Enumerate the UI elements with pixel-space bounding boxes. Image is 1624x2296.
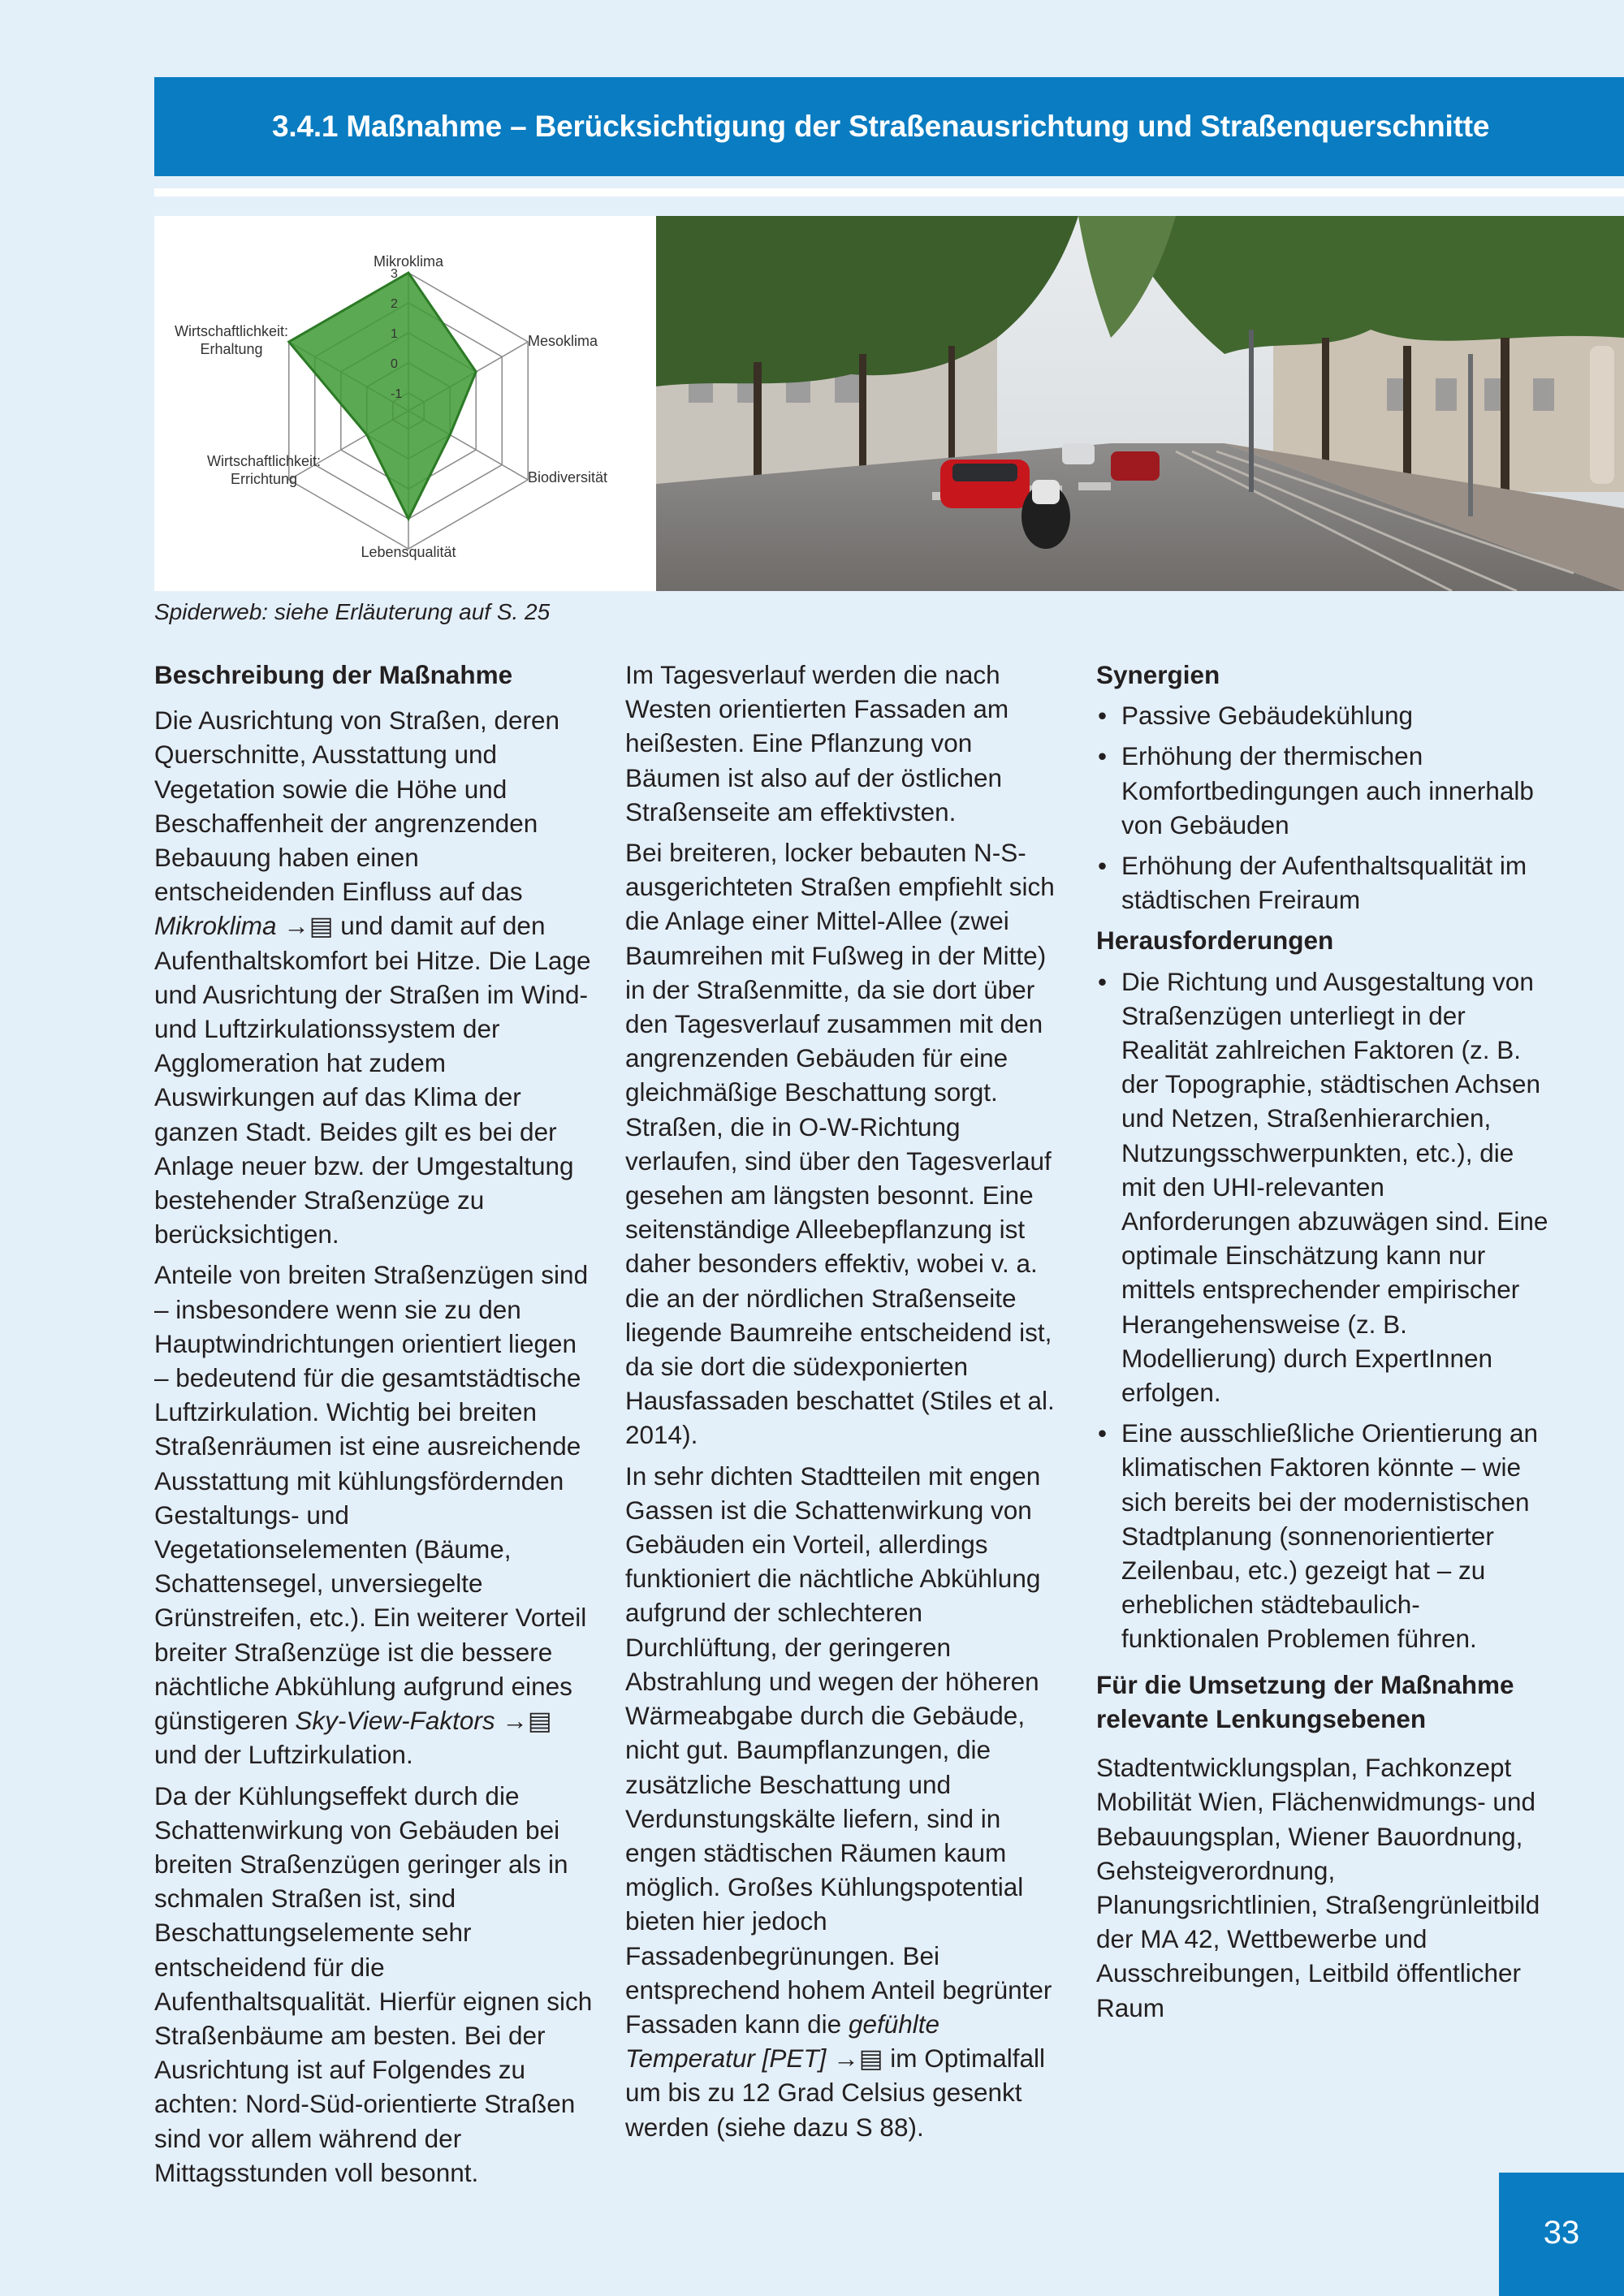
figure-caption: Spiderweb: siehe Erläuterung auf S. 25 xyxy=(154,599,551,624)
spiderweb-chart xyxy=(154,216,656,591)
spiderweb-svg xyxy=(154,216,656,591)
radar-scale-label: -1 xyxy=(391,386,403,401)
radar-value-polygon xyxy=(289,273,476,519)
column-description xyxy=(154,658,593,2196)
glossary-ref-icon: →▤ xyxy=(276,911,334,941)
header-divider xyxy=(154,188,1624,196)
herausforderungen-list xyxy=(1096,965,1551,1656)
lenkungsebenen-text: Stadtentwicklungsplan, Fachkonzept Mobilität Wien, Flächenwidmungs- und Bebauungsplan, Wiener Bauordnung, Gehsteigverordnung, Planungsrichtlinien, Straßengrünleitbild der MA 42, Wettbewerbe und Ausschreibungen, Leitbild öffentlicher Raum xyxy=(1096,1753,1540,2022)
glossary-link-mikroklima[interactable]: Mikroklima xyxy=(154,911,277,941)
continuation-paragraph-1: Im Tagesverlauf werden die nach Westen orientierten Fassaden am heißesten. Eine Pflanzung von Bäumen ist also auf der östlichen Straßenseite am effektivsten. xyxy=(625,660,1009,826)
radar-scale-label: 3 xyxy=(391,267,398,281)
column-continuation xyxy=(625,658,1064,2151)
description-paragraph-1: Die Ausrichtung von Straßen, deren Querschnitte, Ausstattung und Vegetation sowie die Höhe und Beschaffenheit der angrenzenden Bebauung haben einen entscheidenden Einfluss auf das Mikroklima →▤ und damit auf den Aufenthaltskomfort bei Hitze. Die Lage und Ausrichtung der Straßen im Wind- und Luftzirkulationssystem der Agglomeration hat zudem Auswirkungen auf das Klima der ganzen Stadt. Beides gilt es bei der Anlage neuer bzw. der Umgestaltung bestehender Straßenzüge zu berücksichtigen. xyxy=(154,706,591,1249)
axis-label-mikroklima: Mikroklima xyxy=(373,253,444,270)
column-sidebar xyxy=(1096,658,1551,2031)
list-item: • Eine ausschließliche Orientierung an klimatischen Faktoren könnte – wie sich bereits bei der modernistischen Stadtplanung (sonnenorientierter Zeilenbau, etc.) gezeigt hat – zu erheblichen städtebaulich-funktionalen Problemen führen. xyxy=(1096,1416,1551,1655)
axis-label-mesoklima: Mesoklima xyxy=(528,333,598,349)
page-number: 33 xyxy=(1543,2215,1580,2251)
description-paragraph-3: Da der Kühlungseffekt durch die Schattenwirkung von Gebäuden bei breiten Straßenzügen geringer als in schmalen Straßen ist, sind Beschattungselemente sehr entscheidend für die Aufenthaltsqualität. Hierfür eignen sich Straßenbäume am besten. Bei der Ausrichtung ist auf Folgendes zu achten: Nord-Süd-orientierte Straßen sind vor allem während der Mittagsstunden voll besonnt. xyxy=(154,1780,593,2187)
herausforderungen-heading: Herausforderungen xyxy=(1096,926,1334,956)
radar-scale-label: 2 xyxy=(391,296,398,311)
continuation-paragraph-2: Bei breiteren, locker bebauten N-S-ausgerichteten Straßen empfiehlt sich die Anlage einer Mittel-Allee (zwei Baumreihen mit Fußweg in der Mitte) in der Straßenmitte, da sie dort über den Tagesverlauf zusammen mit den angrenzenden Gebäuden für eine gleichmäßige Beschattung sorgt. Straßen, die in O-W-Richtung verlaufen, sind über den Tagesverlauf gesehen am längsten besonnt. Eine seitenständige Alleebepflanzung ist daher besonders effektiv, wobei v. a. die an der nördlichen Straßenseite liegende Baumreihe entscheidend ist, da sie dort die südexponierten Hausfassaden beschattet (Stiles et al. 2014). xyxy=(625,838,1055,1450)
axis-label-wirtschaftlichkeit-errichtung-line1: Wirtschaftlichkeit: xyxy=(206,453,322,469)
street-photo xyxy=(656,216,1624,591)
list-item: • Erhöhung der thermischen Komfortbedingungen auch innerhalb von Gebäuden xyxy=(1096,739,1551,842)
axis-label-lebensqualitaet: Lebensqualität xyxy=(361,544,456,560)
synergien-heading: Synergien xyxy=(1096,660,1220,689)
list-item: • Passive Gebäudekühlung xyxy=(1096,698,1551,732)
glossary-ref-icon: →▤ xyxy=(495,1706,552,1736)
continuation-paragraph-3: In sehr dichten Stadtteilen mit engen Gassen ist die Schattenwirkung von Gebäuden ein Vorteil, allerdings funktioniert die nächtliche Abkühlung aufgrund der schlechteren Durchlüftung, der geringeren Abstrahlung und wegen der höheren Wärmeabgabe durch die Gebäude, nicht gut. Baumpflanzungen, die zusätzliche Beschattung und Verdunstungskälte liefern, sind in engen städtischen Räumen kaum möglich. Großes Kühlungspotential bieten hier jedoch Fassadenbegrünungen. Bei entsprechend hohem Anteil begrünter Fassaden kann die gefühlte Temperatur [PET] →▤ im Optimalfall um bis zu 12 Grad Celsius gesenkt werden (siehe dazu S 88). xyxy=(625,1461,1052,2142)
list-item: • Die Richtung und Ausgestaltung von Straßenzügen unterliegt in der Realität zahlreichen Faktoren (z. B. der Topographie, städtischen Achsen und Netzen, Straßenhierarchien, Nutzungsschwerpunkten, etc.), die mit den UHI-relevanten Anforderungen abzuwägen sind. Eine optimale Einschätzung kann nur mittels entsprechender empirischer Herangehensweise (z. B. Modellierung) durch ExpertInnen erfolgen. xyxy=(1096,965,1551,1410)
axis-label-wirtschaftlichkeit-erhaltung-line2: Erhaltung xyxy=(200,341,263,357)
section-header xyxy=(154,77,1624,176)
section-title: 3.4.1 Maßnahme – Berücksichtigung der Straßenausrichtung und Straßenquerschnitte xyxy=(272,110,1490,143)
lenkungsebenen-heading: Für die Umsetzung der Maßnahme relevante Lenkungsebenen xyxy=(1096,1669,1514,1733)
synergien-list xyxy=(1096,698,1551,917)
page-number-box xyxy=(1499,2173,1624,2296)
glossary-link-sky-view-faktor[interactable]: Sky-View-Faktors xyxy=(295,1706,495,1736)
street-photo-illustration xyxy=(656,216,1624,591)
axis-label-wirtschaftlichkeit-erhaltung-line1: Wirtschaftlichkeit: xyxy=(174,323,289,339)
red-car-far xyxy=(1111,451,1160,481)
glossary-ref-icon: →▤ xyxy=(826,2044,883,2074)
list-item: • Erhöhung der Aufenthaltsqualität im städtischen Freiraum xyxy=(1096,848,1551,917)
axis-label-wirtschaftlichkeit-errichtung-line2: Errichtung xyxy=(230,471,298,487)
radar-scale-label: 1 xyxy=(391,326,398,341)
axis-label-biodiversitaet: Biodiversität xyxy=(528,469,608,486)
radar-scale-label: 0 xyxy=(391,356,398,371)
description-paragraph-2: Anteile von breiten Straßenzügen sind – insbesondere wenn sie zu den Hauptwindrichtungen orientiert liegen – bedeutend für die gesamtstädtische Luftzirkulation. Wichtig bei breiten Straßenräumen ist eine ausreichende Ausstattung mit kühlungsfördernden Gestaltungs- und Vegetationselementen (Bäume, Schattensegel, unversiegelte Grünstreifen, etc.). Ein weiterer Vorteil breiter Straßenzüge ist die bessere nächtliche Abkühlung aufgrund eines günstigeren Sky-View-Faktors →▤ und der Luftzirkulation. xyxy=(154,1260,589,1770)
description-heading: Beschreibung der Maßnahme xyxy=(154,660,513,689)
glossary-link-pet[interactable]: gefühlte Temperatur [PET] xyxy=(625,2009,940,2074)
